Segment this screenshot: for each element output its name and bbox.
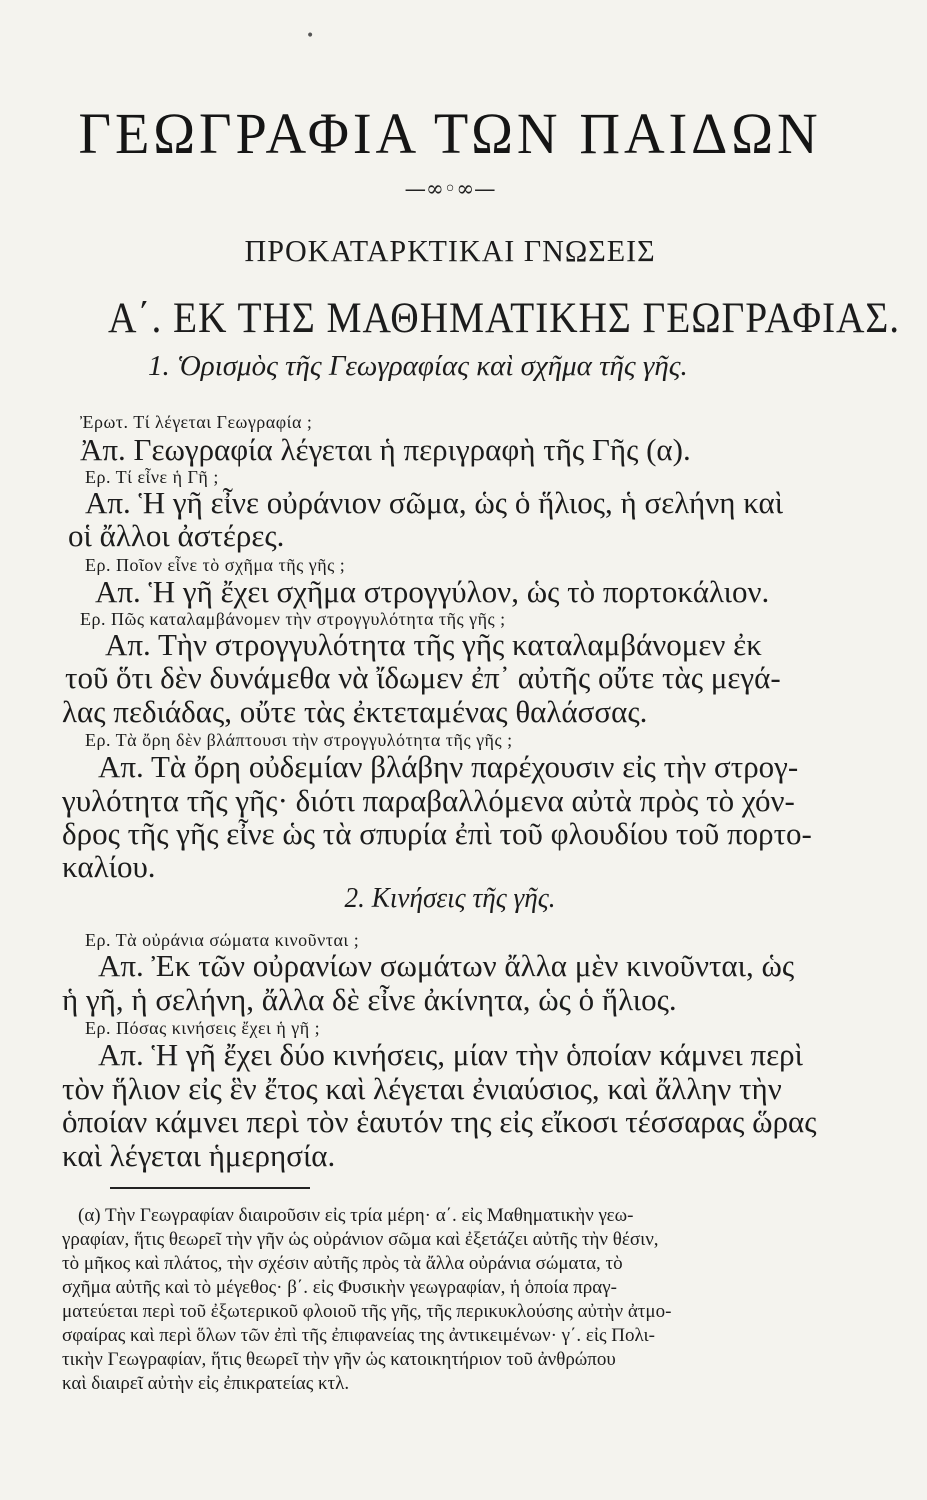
answer-line: τὸν ἥλιον εἰς ἓν ἔτος καὶ λέγεται ἐνιαύσιος, καὶ ἄλλην τὴν xyxy=(62,1071,782,1106)
answer-line: Απ. Τὴν στρογγυλότητα τῆς γῆς καταλαμβάνομεν ἐκ xyxy=(105,627,762,662)
answer-line: δρος τῆς γῆς εἶνε ὡς τὰ σπυρία ἐπὶ τοῦ φλουδίου τοῦ πορτο- xyxy=(62,816,812,851)
question-line: Ερ. Τὰ ὄρη δὲν βλάπτουσι τὴν στρογγυλότητα τῆς γῆς ; xyxy=(85,730,513,750)
question-line: Ερ. Πῶς καταλαμβάνομεν τὴν στρογγυλότητα τῆς γῆς ; xyxy=(80,609,506,629)
footnote-line: σφαίρας καὶ περὶ ὅλων τῶν ἐπὶ τῆς ἐπιφανείας της ἀντικειμένων· γ΄. εἰς Πολι- xyxy=(62,1325,655,1346)
answer-line: Απ. Ἐκ τῶν οὐρανίων σωμάτων ἄλλα μὲν κινοῦνται, ὡς xyxy=(98,948,795,983)
footnote-rule xyxy=(110,1187,310,1189)
question-line: Ερ. Ποῖον εἶνε τὸ σχῆμα τῆς γῆς ; xyxy=(85,555,346,575)
answer-line: τοῦ ὅτι δὲν δυνάμεθα νὰ ἴδωμεν ἐπ᾽ αὐτῆς οὔτε τὰς μεγά- xyxy=(65,660,781,695)
answer-line: Απ. Ἡ γῆ ἔχει σχῆμα στρογγύλον, ὡς τὸ πορτοκάλιον. xyxy=(95,574,770,609)
footnote-line: καὶ διαιρεῖ αὐτὴν εἰς ἐπικρατείας κτλ. xyxy=(62,1373,350,1394)
answer-line: Ἀπ. Γεωγραφία λέγεται ἡ περιγραφὴ τῆς Γῆς (α). xyxy=(80,432,691,467)
answer-line: ἡ γῆ, ἡ σελήνη, ἄλλα δὲ εἶνε ἀκίνητα, ὡς ὁ ἥλιος. xyxy=(62,982,677,1017)
title-ornament: —∞◦∞— xyxy=(404,177,496,202)
answer-line: καὶ λέγεται ἡμερησία. xyxy=(62,1138,336,1173)
page-mark: • xyxy=(306,28,315,44)
footnote-line: (α) Τὴν Γεωγραφίαν διαιροῦσιν εἰς τρία μέρη· α΄. εἰς Μαθηματικὴν γεω- xyxy=(78,1205,634,1226)
question-line: Ερ. Τί εἶνε ἡ Γῆ ; xyxy=(85,467,219,487)
question-line: Ερ. Τὰ οὐράνια σώματα κινοῦνται ; xyxy=(85,930,360,950)
footnote-line: τὸ μῆκος καὶ πλάτος, τὴν σχέσιν αὐτῆς πρὸς τὰ ἄλλα οὐράνια σώματα, τὸ xyxy=(62,1253,623,1274)
section-heading-1: 1. Ὁρισμὸς τῆς Γεωγραφίας καὶ σχῆμα τῆς γῆς. xyxy=(148,350,688,382)
answer-line: καλίου. xyxy=(62,849,156,884)
footnote-line: σχῆμα αὐτῆς καὶ τὸ μέγεθος· β΄. εἰς Φυσικὴν γεωγραφίαν, ἡ ὁποία πραγ- xyxy=(62,1277,617,1298)
part-subtitle: ΠΡΟΚΑΤΑΡΚΤΙΚΑΙ ΓΝΩΣΕΙΣ xyxy=(244,233,656,268)
chapter-heading: Α΄. ΕΚ ΤΗΣ ΜΑΘΗΜΑΤΙΚΗΣ ΓΕΩΓΡΑΦΙΑΣ. xyxy=(108,295,901,342)
answer-line: Απ. Ἡ γῆ εἶνε οὐράνιον σῶμα, ὡς ὁ ἥλιος, ἡ σελήνη καὶ xyxy=(85,485,784,520)
section-heading-2: 2. Κινήσεις τῆς γῆς. xyxy=(344,883,556,914)
answer-line: λας πεδιάδας, οὔτε τὰς ἐκτεταμένας θαλάσσας. xyxy=(62,694,648,729)
footnote-line: γραφίαν, ἥτις θεωρεῖ τὴν γῆν ὡς οὐράνιον σῶμα καὶ ἐξετάζει αὐτῆς τὴν θέσιν, xyxy=(62,1229,659,1250)
footnote-line: ματεύεται περὶ τοῦ ἐξωτερικοῦ φλοιοῦ τῆς γῆς, τῆς περικυκλούσης αὐτὴν ἀτμο- xyxy=(62,1301,672,1322)
answer-line: Απ. Τὰ ὄρη οὐδεμίαν βλάβην παρέχουσιν εἰς τὴν στρογ- xyxy=(98,749,799,784)
answer-line: οἱ ἄλλοι ἀστέρες. xyxy=(68,518,285,553)
question-line: Ερ. Πόσας κινήσεις ἔχει ἡ γῆ ; xyxy=(85,1018,321,1038)
question-line: Ἐρωτ. Τί λέγεται Γεωγραφία ; xyxy=(80,412,313,432)
answer-line: γυλότητα τῆς γῆς· διότι παραβαλλόμενα αὐτὰ πρὸς τὸ χόν- xyxy=(62,783,795,818)
answer-line: ὁποίαν κάμνει περὶ τὸν ἑαυτόν της εἰς εἴκοσι τέσσαρας ὥρας xyxy=(62,1104,817,1139)
answer-line: Απ. Ἡ γῆ ἔχει δύο κινήσεις, μίαν τὴν ὁποίαν κάμνει περὶ xyxy=(98,1037,803,1072)
book-title: ΓΕΩΓΡΑΦΙΑ ΤΩΝ ΠΑΙΔΩΝ xyxy=(78,101,822,166)
footnote-line: τικὴν Γεωγραφίαν, ἥτις θεωρεῖ τὴν γῆν ὡς κατοικητήριον τοῦ ἀνθρώπου xyxy=(62,1349,616,1370)
